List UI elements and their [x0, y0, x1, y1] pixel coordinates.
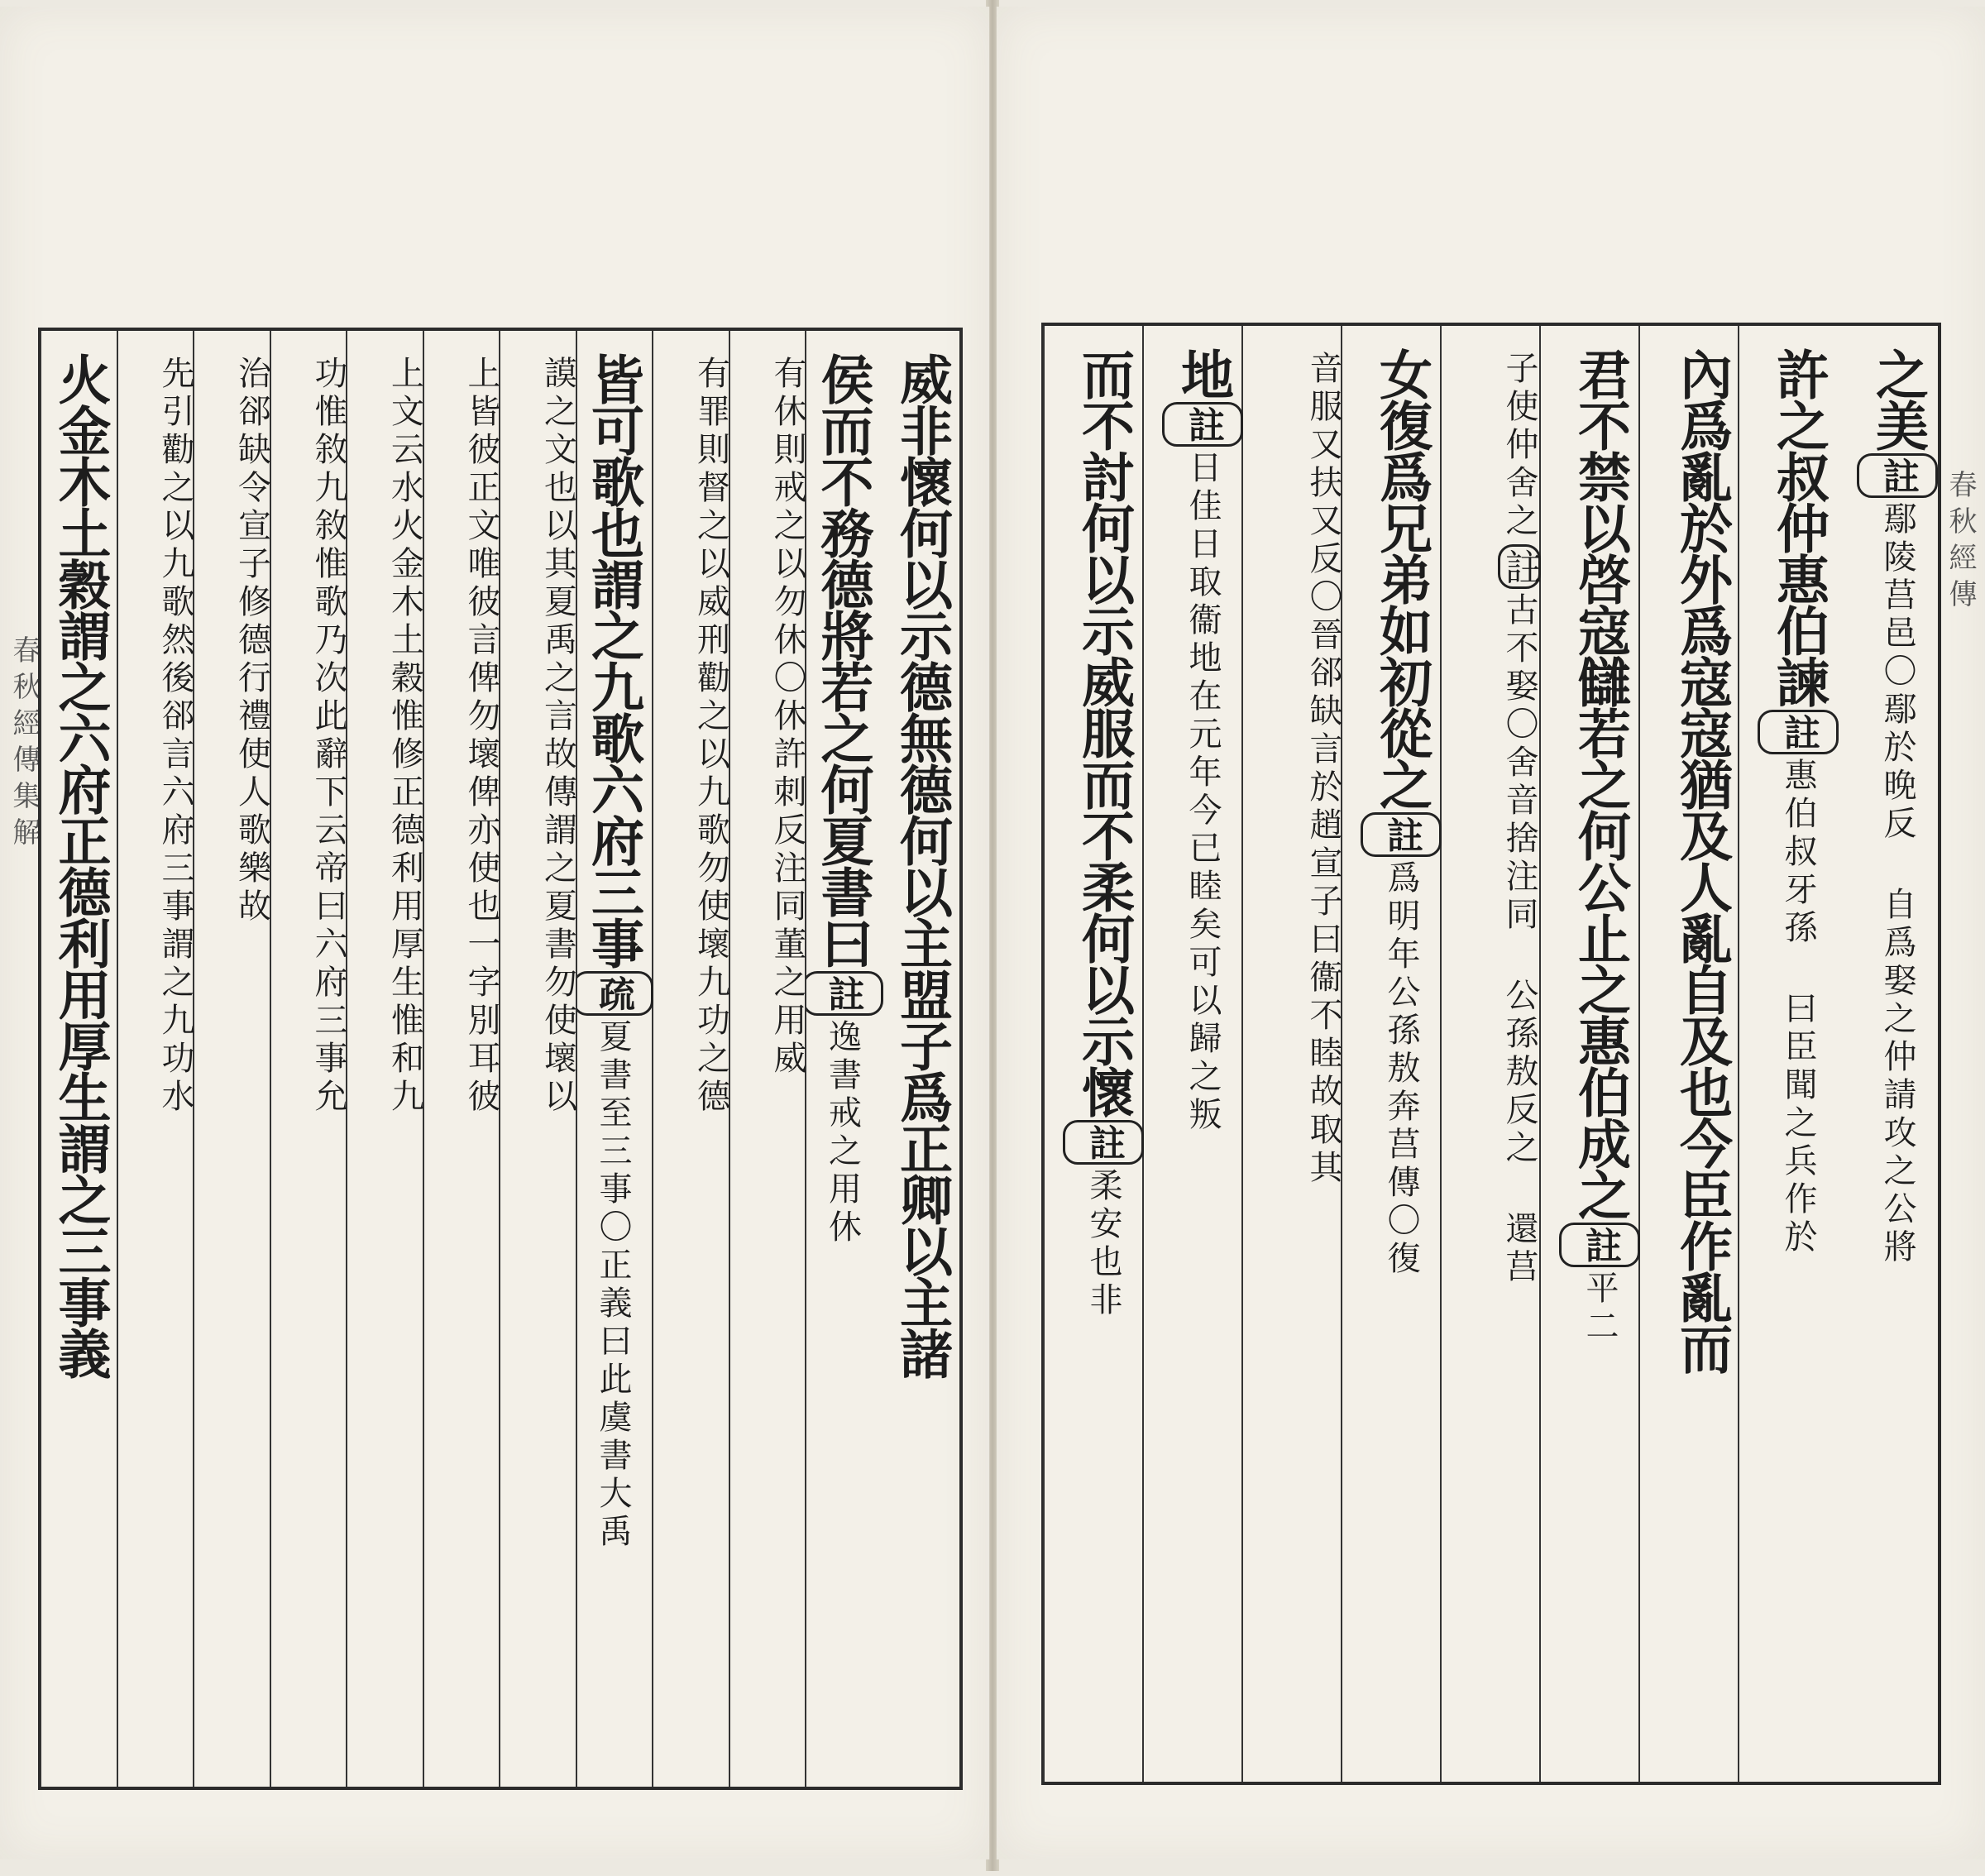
- column-text: 子使仲舍之: [1500, 351, 1538, 541]
- text-column: [883, 331, 960, 1787]
- text-column: [1539, 326, 1640, 1782]
- column-text: 君不禁以啓寇讎若之何公止之惠伯成之: [1569, 347, 1631, 1219]
- annotation-marker: 註: [1162, 402, 1243, 447]
- column-text: 而不討何以示威服而不柔何以示懷: [1073, 347, 1135, 1117]
- column-note-text: 鄢陵莒邑〇鄢於晚反 自爲娶之仲請攻之公將: [1878, 501, 1916, 1267]
- column-note-text: 董之用威: [768, 926, 806, 1079]
- left-page: [0, 7, 990, 1859]
- text-column: [576, 331, 654, 1787]
- annotation-marker: 註: [1498, 544, 1541, 589]
- column-note-text: 柔安也非: [1084, 1168, 1122, 1320]
- text-column: [117, 331, 195, 1787]
- text-column: [1341, 326, 1442, 1782]
- left-margin-label: 春秋經傳集解: [7, 635, 41, 854]
- text-column: [40, 331, 118, 1787]
- column-note-text: 謂之九功水: [156, 926, 194, 1117]
- text-column: [1638, 326, 1739, 1782]
- annotation-marker: 註: [1361, 812, 1442, 857]
- text-column: [193, 331, 271, 1787]
- text-column: [652, 331, 730, 1787]
- column-text: 地: [1172, 347, 1234, 399]
- column-note-text: 日佳日取衞地在元年今已睦矣可以歸之叛: [1184, 450, 1222, 1135]
- column-note-text: 惠伯叔牙孫 曰臣聞之兵作於: [1779, 758, 1817, 1257]
- annotation-marker: 註: [805, 971, 883, 1016]
- column-note-text: 古不娶〇舍音捨注同 公孫敖反之 還莒: [1500, 592, 1538, 1287]
- text-column: [1241, 326, 1342, 1782]
- left-text-frame: [38, 328, 963, 1790]
- annotation-marker: 註: [1559, 1223, 1640, 1267]
- column-text: 先引勸之以九歌然後郤言六府三事: [156, 356, 194, 926]
- right-text-frame: [1041, 323, 1941, 1785]
- column-note-text: 爲明年公孫敖奔莒傳〇復: [1382, 860, 1420, 1279]
- text-column: [270, 331, 348, 1787]
- text-column: [423, 331, 501, 1787]
- text-column: [729, 331, 807, 1787]
- column-text: 功惟敘九敘惟歌乃次此辭下云帝曰六府三事允: [309, 356, 347, 1117]
- column-text: 上文云水火金木土穀惟修正德利用厚生惟和九: [385, 356, 424, 1117]
- column-note-text: 平二: [1581, 1271, 1619, 1347]
- text-column: [346, 331, 424, 1787]
- column-text: 謨之文也以其夏禹之言故傳謂之夏書勿使壞以: [538, 356, 577, 1117]
- text-column: [1440, 326, 1541, 1782]
- column-text: 之美: [1867, 347, 1929, 450]
- column-note-text: 逸書戒之用休: [823, 1019, 862, 1247]
- column-text: 有罪則督之以威刑勸之以九歌勿使壞九功之德: [691, 356, 730, 1117]
- column-text: 內爲亂於外爲寇寇猶及人亂自及也今臣作亂而: [1671, 347, 1733, 1373]
- text-column: [1839, 326, 1938, 1782]
- annotation-marker: 註: [1857, 453, 1938, 498]
- right-margin-label: 春秋經傳: [1944, 470, 1977, 615]
- annotation-marker: 註: [1063, 1120, 1144, 1165]
- annotation-marker: 疏: [576, 971, 654, 1016]
- text-column: [1142, 326, 1243, 1782]
- annotation-marker: 註: [1758, 710, 1839, 754]
- text-column: [1043, 326, 1144, 1782]
- text-column: [1738, 326, 1839, 1782]
- column-note-text: 夏書至三事〇正義曰此虞書大禹: [594, 1019, 632, 1552]
- column-text: 許之叔仲惠伯諫: [1767, 347, 1830, 706]
- column-text: 侯而不務德將若之何夏書曰: [811, 352, 874, 968]
- text-column: [499, 331, 577, 1787]
- column-text: 有休則戒之以勿休〇休許刺反注同: [768, 356, 806, 926]
- column-text: 威非懷何以示德無德何以主盟子爲正卿以主諸: [891, 352, 953, 1378]
- text-column: [805, 331, 883, 1787]
- column-text: 女復爲兄弟如初從之: [1370, 347, 1433, 809]
- column-text: 上皆彼正文唯彼言俾勿壞俾亦使也一字別耳彼: [462, 356, 500, 1117]
- column-text: 皆可歌也謂之九歌六府三事: [582, 352, 644, 968]
- column-text: 音服又扶又反〇晉郤缺言於趙宣子曰衞不睦故取其: [1304, 351, 1342, 1188]
- column-text: 火金木土穀謂之六府正德利用厚生謂之三事義: [49, 352, 112, 1378]
- column-text: 治郤缺令宣子修德行禮使人歌樂故: [232, 356, 271, 926]
- right-page: [996, 7, 1985, 1859]
